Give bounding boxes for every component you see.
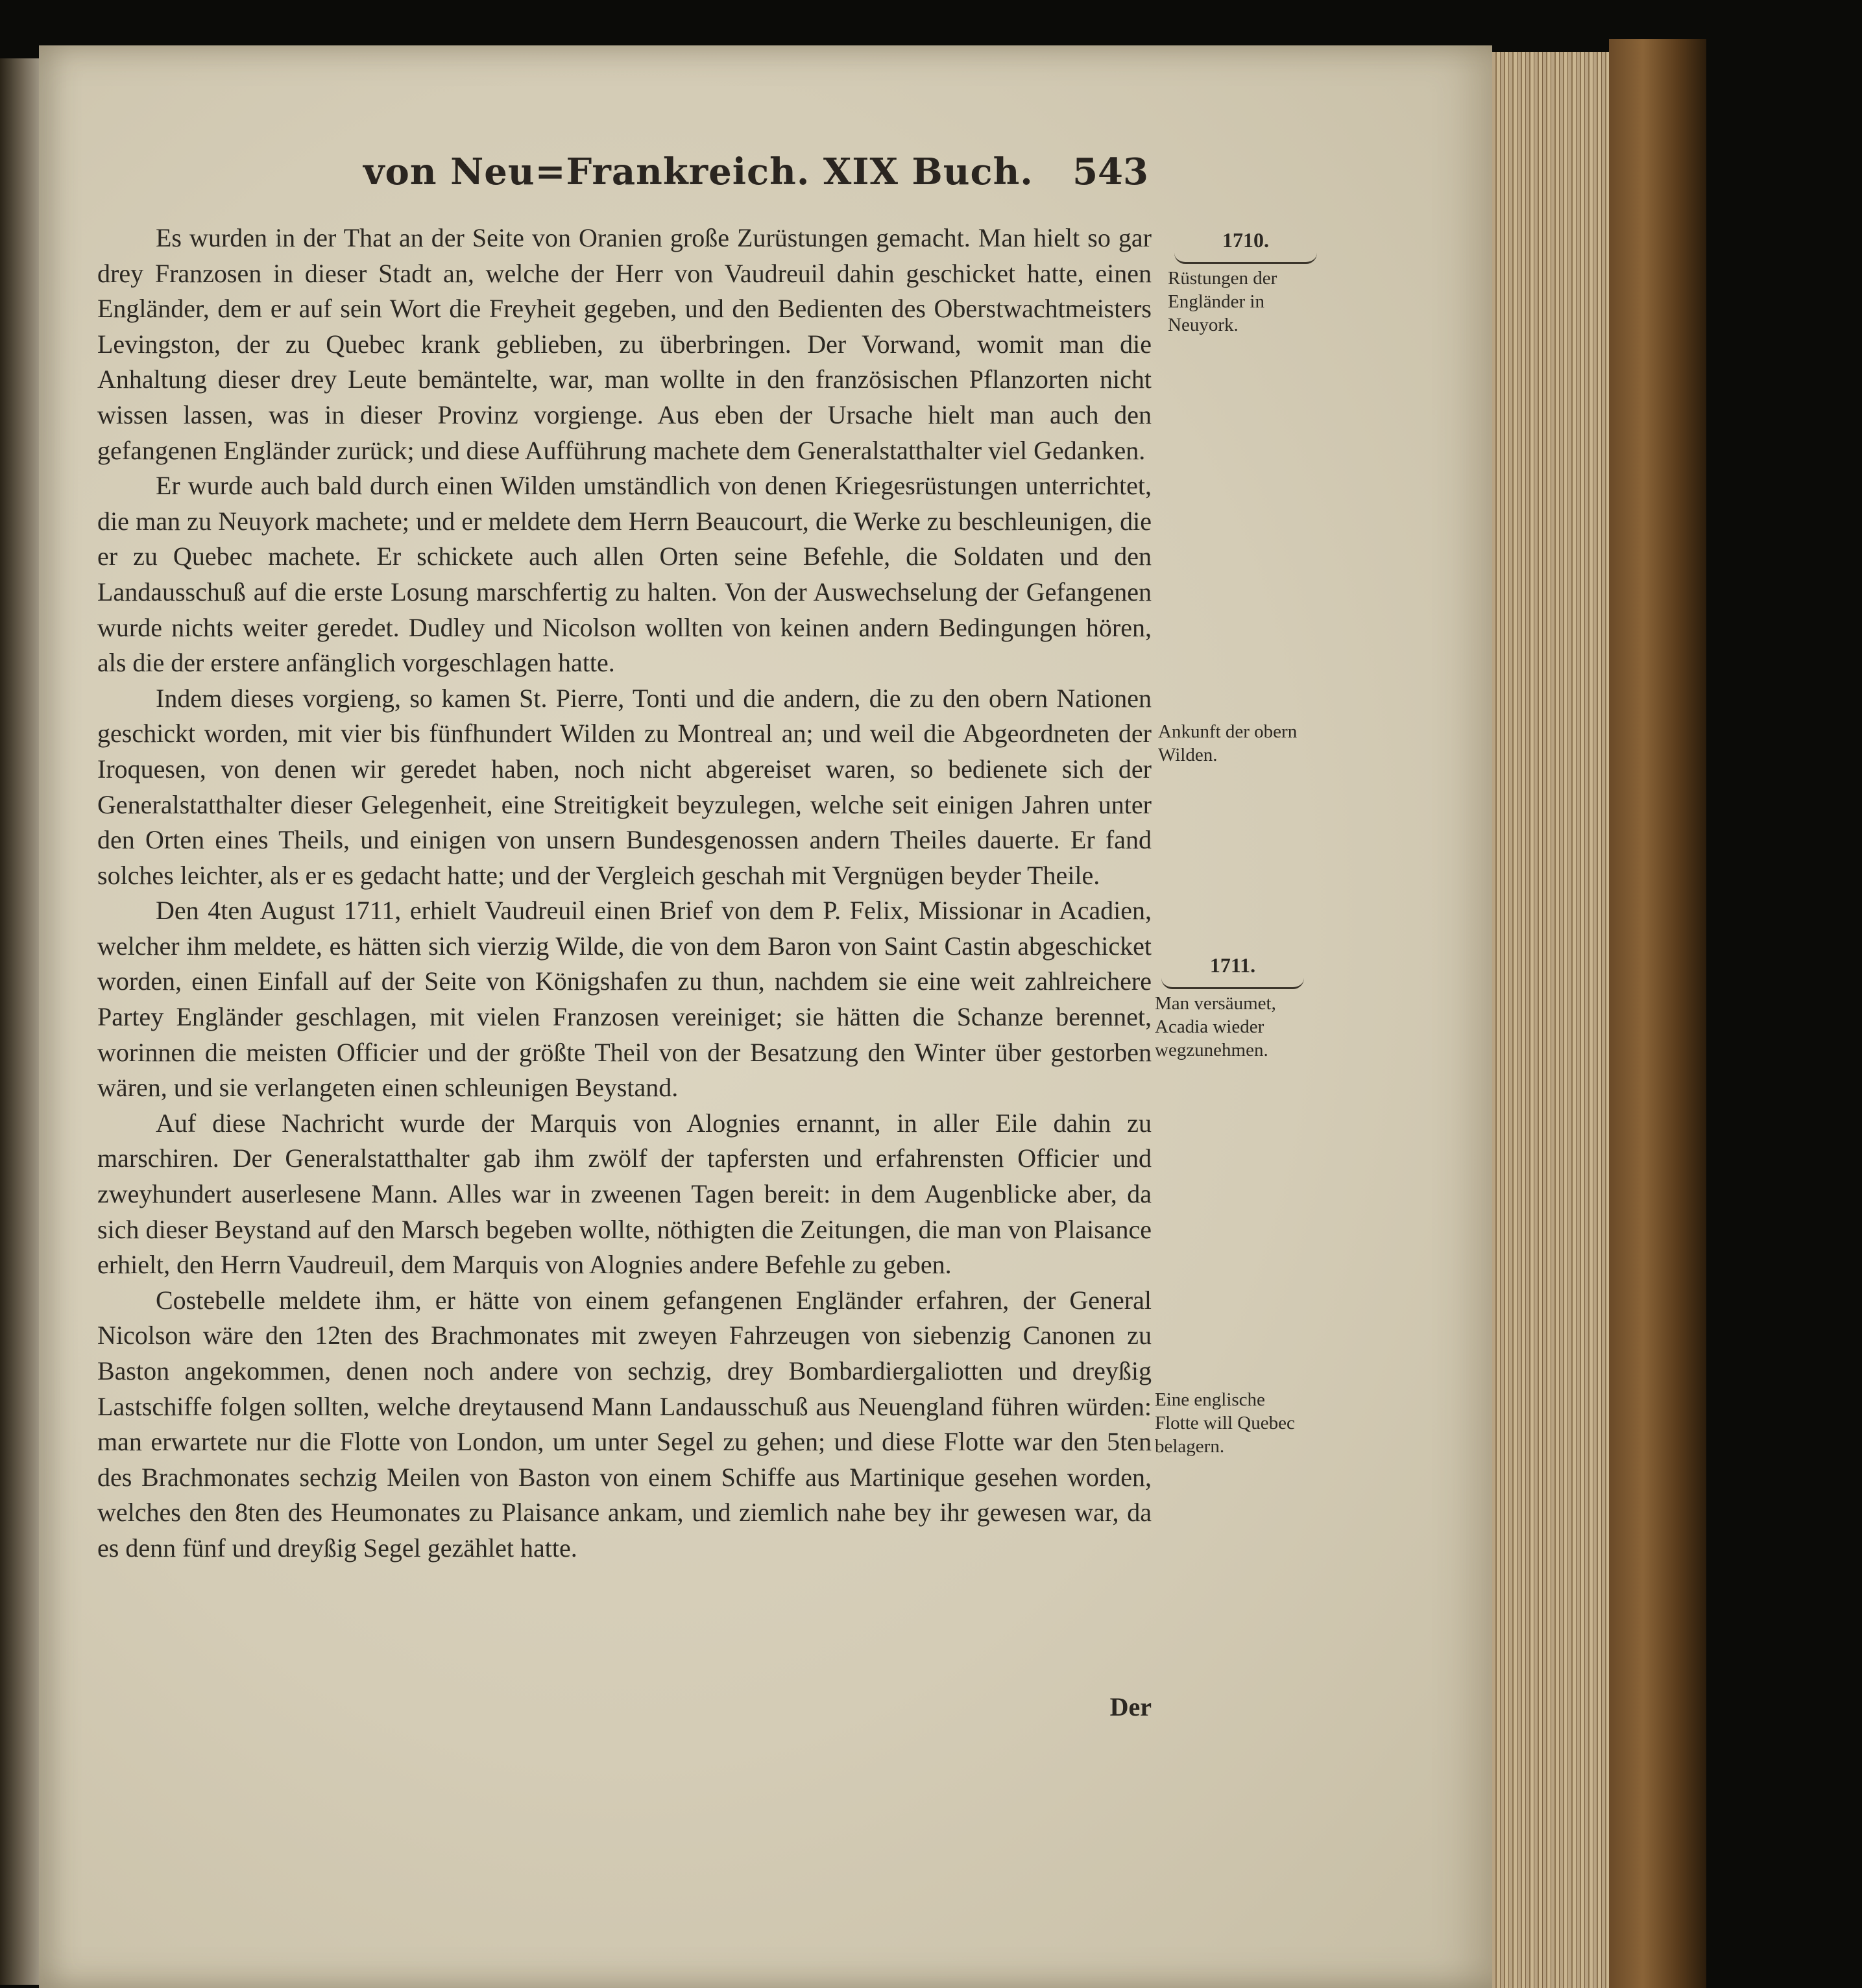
paragraph: Indem dieses vorgieng, so kamen St. Pierre, Tonti und die andern, die zu den obern Nationen geschickt worden, mit vier bis fünfhundert Wilden zu Montreal an; und weil die Abgeordneten der Iroquesen, von denen wir geredet haben, noch nicht abgereiset waren, so bedienete sich der Generalstatthalter dieser Gelegenheit, eine Streitigkeit beyzulegen, welche seit einigen Jahren unter den Orten eines Theils, und einigen von unsern Bundesgenossen andern Theiles dauerte. Er fand solches leichter, als er es gedacht hatte; und der Vergleich geschah mit Vergnügen beyder Theile. xyxy=(97,683,1152,890)
margin-text: Ankunft der obern Wilden. xyxy=(1158,721,1298,765)
margin-text: Man versäumet, Acadia wieder wegzunehmen. xyxy=(1155,993,1276,1060)
margin-text: Rüstungen der Engländer in Neuyork. xyxy=(1168,268,1277,335)
paragraph: Er wurde auch bald durch einen Wilden umständlich von denen Kriegesrüstungen unterrichtet, die man zu Neuyork machete; und er meldete dem Herrn Beaucourt, die Werke zu beschleunigen, die er zu Quebec machete. Er schickete auch allen Orten seine Befehle, die Soldaten und den Landausschuß auf die erste Losung marschfertig zu halten. Von der Auswechselung der Gefangenen wurde nichts weiter geredet. Dudley und Nicolson wollten von keinen andern Bedingungen hören, als die der erstere anfänglich vorgeschlagen hatte. xyxy=(97,471,1152,678)
page-header xyxy=(363,150,1148,202)
margin-year: 1711. xyxy=(1209,953,1256,977)
body-text xyxy=(97,221,1152,1566)
margin-brace xyxy=(1174,253,1317,264)
margin-note xyxy=(1155,953,1311,1062)
catchword: Der xyxy=(1109,1692,1152,1721)
previous-page-edge xyxy=(0,58,39,1985)
running-title: von Neu=Frankreich. XIX Buch. xyxy=(363,150,1034,193)
paragraph: Auf diese Nachricht wurde der Marquis von Alognies ernannt, in aller Eile dahin zu marschiren. Der Generalstatthalter gab ihm zwölf der tapfersten und erfahrensten Officier und zweyhundert auserlesene Mann. Alles war in zweenen Tagen bereit: in dem Augenblicke aber, da sich dieser Beystand auf den Marsch begeben wollte, nöthigten die Zeitungen, die man von Plaisance erhielt, den Herrn Vaudreuil, dem Marquis von Alognies andere Befehle zu geben. xyxy=(97,1108,1152,1280)
paragraph: Es wurden in der That an der Seite von Oranien große Zurüstungen gemacht. Man hielt so gar drey Franzosen in dieser Stadt an, welche der Herr von Vaudreuil dahin geschicket hatte, einen Engländer, dem er auf sein Wort die Freyheit gegeben, und den Bedienten des Oberstwachtmeisters Levingston, der zu Quebec krank geblieben, zu überbringen. Der Vorwand, womit man die Anhaltung dieser drey Leute bemäntelte, war, man wollte in den französischen Pflanzorten nicht wissen lassen, was in dieser Provinz vorgienge. Aus eben der Ursache hielt man auch den gefangenen Engländer zurück; und diese Aufführung machete dem Generalstatthalter viel Gedanken. xyxy=(97,223,1152,465)
page-number: 543 xyxy=(1072,150,1148,193)
book-cover-edge xyxy=(1609,39,1706,1988)
margin-note xyxy=(1158,720,1314,767)
paragraph: Costebelle meldete ihm, er hätte von einem gefangenen Engländer erfahren, der General Nicolson wäre den 12ten des Brachmonates mit zweyen Fahrzeugen von siebenzig Canonen zu Baston angekommen, denen noch andere von sechzig, drey Bombardiergaliotten und dreyßig Lastschiffe folgen sollten, welche dreytausend Mann Landausschuß aus Neuengland führen würden: man erwartete nur die Flotte von London, um unter Segel zu gehen; und diese Flotte war den 5ten des Brachmonates sechzig Meilen von Baston von einem Schiffe aus Martinique gesehen worden, welches den 8ten des Heumonates zu Plaisance ankam, und ziemlich nahe bey ihr gewesen war, da es denn fünf und dreyßig Segel gezählet hatte. xyxy=(97,1285,1152,1563)
margin-note xyxy=(1168,228,1324,337)
margin-text: Eine englische Flotte will Quebec belagern. xyxy=(1155,1389,1295,1457)
paragraph: Den 4ten August 1711, erhielt Vaudreuil einen Brief von dem P. Felix, Missionar in Acadien, welcher ihm meldete, es hätten sich vierzig Wilde, die von dem Baron von Saint Castin abgeschicket worden, einen Einfall auf der Seite von Königshafen zu thun, nachdem sie eine weit zahlreichere Partey Engländer geschlagen, mit vielen Franzosen vereiniget; sie hätten die Schanze berennet, worinnen die meisten Officier und der größte Theil von der Besatzung den Winter über gestorben wären, und sie verlangeten einen schleunigen Beystand. xyxy=(97,896,1152,1103)
margin-year: 1710. xyxy=(1222,228,1269,252)
margin-note xyxy=(1155,1388,1311,1458)
page-fore-edge xyxy=(1492,52,1609,1988)
margin-brace xyxy=(1161,978,1304,989)
